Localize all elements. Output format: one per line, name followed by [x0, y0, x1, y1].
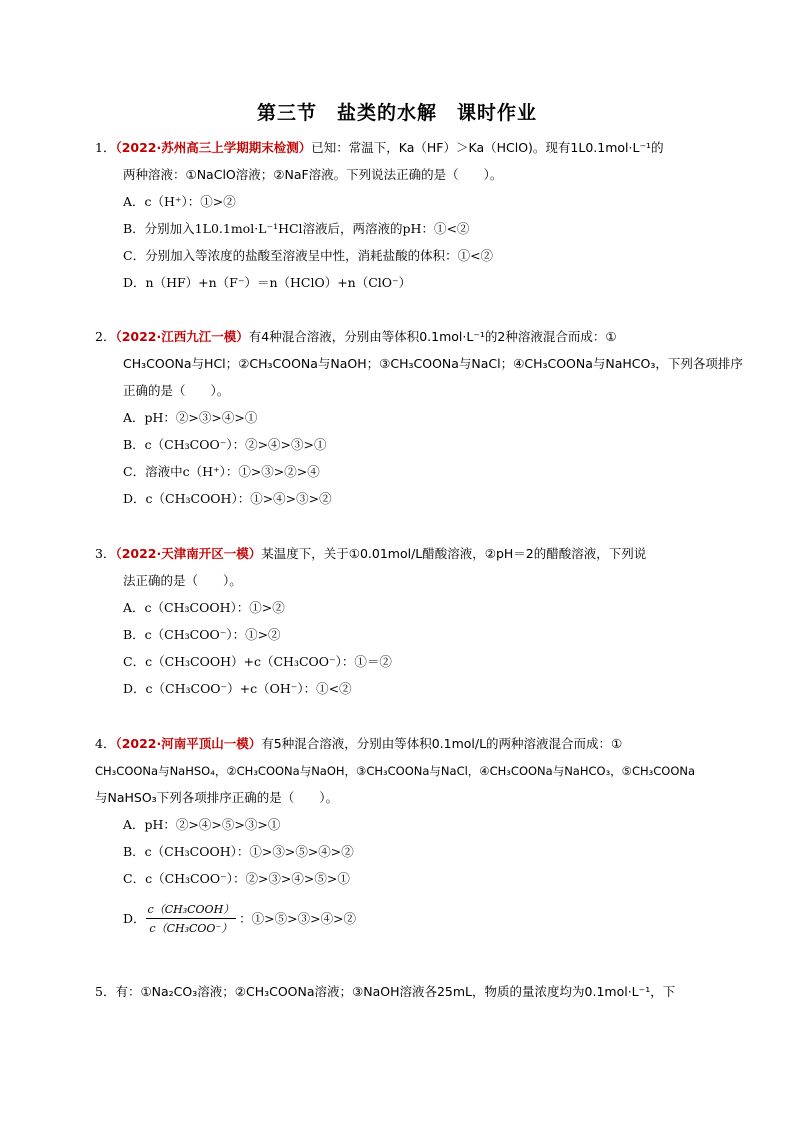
question-stem: CH₃COONa与NaHSO₄，②CH₃COONa与NaOH，③CH₃COONa与NaCl，④CH₃COONa与NaHCO₃，⑤CH₃COONa: [95, 764, 696, 778]
option-c: C．溶液中c（H⁺）：①>③>②>④: [123, 464, 320, 479]
question-1: [95, 138, 705, 300]
question-5-line-1: [95, 982, 705, 1009]
question-source: （2022·苏州高三上学期期末检测）: [115, 140, 312, 155]
question-stem: 两种溶液：①NaClO溶液；②NaF溶液。下列说法正确的是（ ）。: [123, 167, 503, 182]
question-source: （2022·江西九江一模）: [115, 329, 249, 344]
question-source: （2022·天津南开区一模）: [115, 546, 262, 561]
question-stem: 有5种混合溶液，分别由等体积0.1mol/L的两种溶液混合而成：①: [261, 736, 623, 751]
question-number: 4．: [95, 736, 116, 751]
fraction-denominator: c（CH₃COO⁻）: [149, 921, 233, 935]
option-b: B．c（CH₃COO⁻）：①>②: [123, 627, 281, 642]
question-4: [95, 734, 705, 940]
question-4-line-1: [95, 734, 705, 761]
question-source: （2022·河南平顶山一模）: [115, 736, 262, 751]
option-a: A．pH：②>③>④>①: [123, 410, 258, 425]
option-a: A．c（H⁺）：①>②: [123, 194, 236, 209]
question-number: 1．: [95, 140, 116, 155]
question-number: 2．: [95, 329, 116, 344]
ratio-fraction: [146, 901, 237, 936]
option-b: B．c（CH₃COOH）：①>③>⑤>④>②: [123, 844, 354, 859]
page-title: 第三节 盐类的水解 课时作业: [256, 102, 537, 124]
question-stem: 与NaHSO₃下列各项排序正确的是（ ）。: [95, 790, 338, 805]
question-stem: 已知：常温下，Ka（HF）＞Ka（HClO)。现有1L0.1mol·L⁻¹的: [311, 140, 664, 155]
option-d: [95, 896, 705, 940]
question-stem: 有：①Na₂CO₃溶液；②CH₃COONa溶液；③NaOH溶液各25mL，物质的量浓度均为0.1mol·L⁻¹，下: [115, 984, 676, 999]
option-c: C．c（CH₃COOH）+c（CH₃COO⁻）：①＝②: [123, 654, 392, 669]
option-c: C．c（CH₃COO⁻）：②>③>④>⑤>①: [123, 871, 350, 886]
fraction-numerator: c（CH₃COOH）: [146, 901, 237, 919]
option-d: D．n（HF）+n（F⁻）＝n（HClO）+n（ClO⁻）: [123, 275, 412, 290]
question-1-line-1: [95, 138, 705, 165]
option-a: A．c（CH₃COOH）：①>②: [123, 600, 285, 615]
question-stem: 有4种混合溶液，分别由等体积0.1mol·L⁻¹的2种溶液混合而成：①: [248, 329, 617, 344]
option-d-order: ：①>⑤>③>④>②: [239, 911, 357, 926]
option-d-label: D．: [123, 911, 146, 926]
question-2-line-1: [95, 327, 705, 354]
question-stem: 正确的是（ ）。: [123, 383, 230, 398]
option-d: D．c（CH₃COOH）：①>④>③>②: [123, 491, 332, 506]
question-5: [95, 982, 705, 1009]
question-3: [95, 544, 705, 706]
option-c: C．分别加入等浓度的盐酸至溶液呈中性，消耗盐酸的体积：①<②: [123, 248, 494, 263]
question-stem: CH₃COONa与HCl；②CH₃COONa与NaOH；③CH₃COONa与NaCl；④CH₃COONa与NaHCO₃，下列各项排序: [123, 356, 743, 371]
option-b: B．c（CH₃COO⁻）：②>④>③>①: [123, 437, 327, 452]
question-stem: 法正确的是（ ）。: [123, 573, 242, 588]
question-2: [95, 327, 743, 516]
option-d: D．c（CH₃COO⁻）+c（OH⁻）：①<②: [123, 681, 352, 696]
option-a: A．pH：②>④>⑤>③>①: [123, 817, 281, 832]
question-number: 5．: [95, 984, 116, 999]
question-stem: 某温度下，关于①0.01mol/L醋酸溶液，②pH＝2的醋酸溶液，下列说: [261, 546, 647, 561]
question-3-line-1: [95, 544, 705, 571]
option-b: B．分别加入1L0.1mol·L⁻¹HCl溶液后，两溶液的pH：①<②: [123, 221, 470, 236]
question-number: 3．: [95, 546, 116, 561]
